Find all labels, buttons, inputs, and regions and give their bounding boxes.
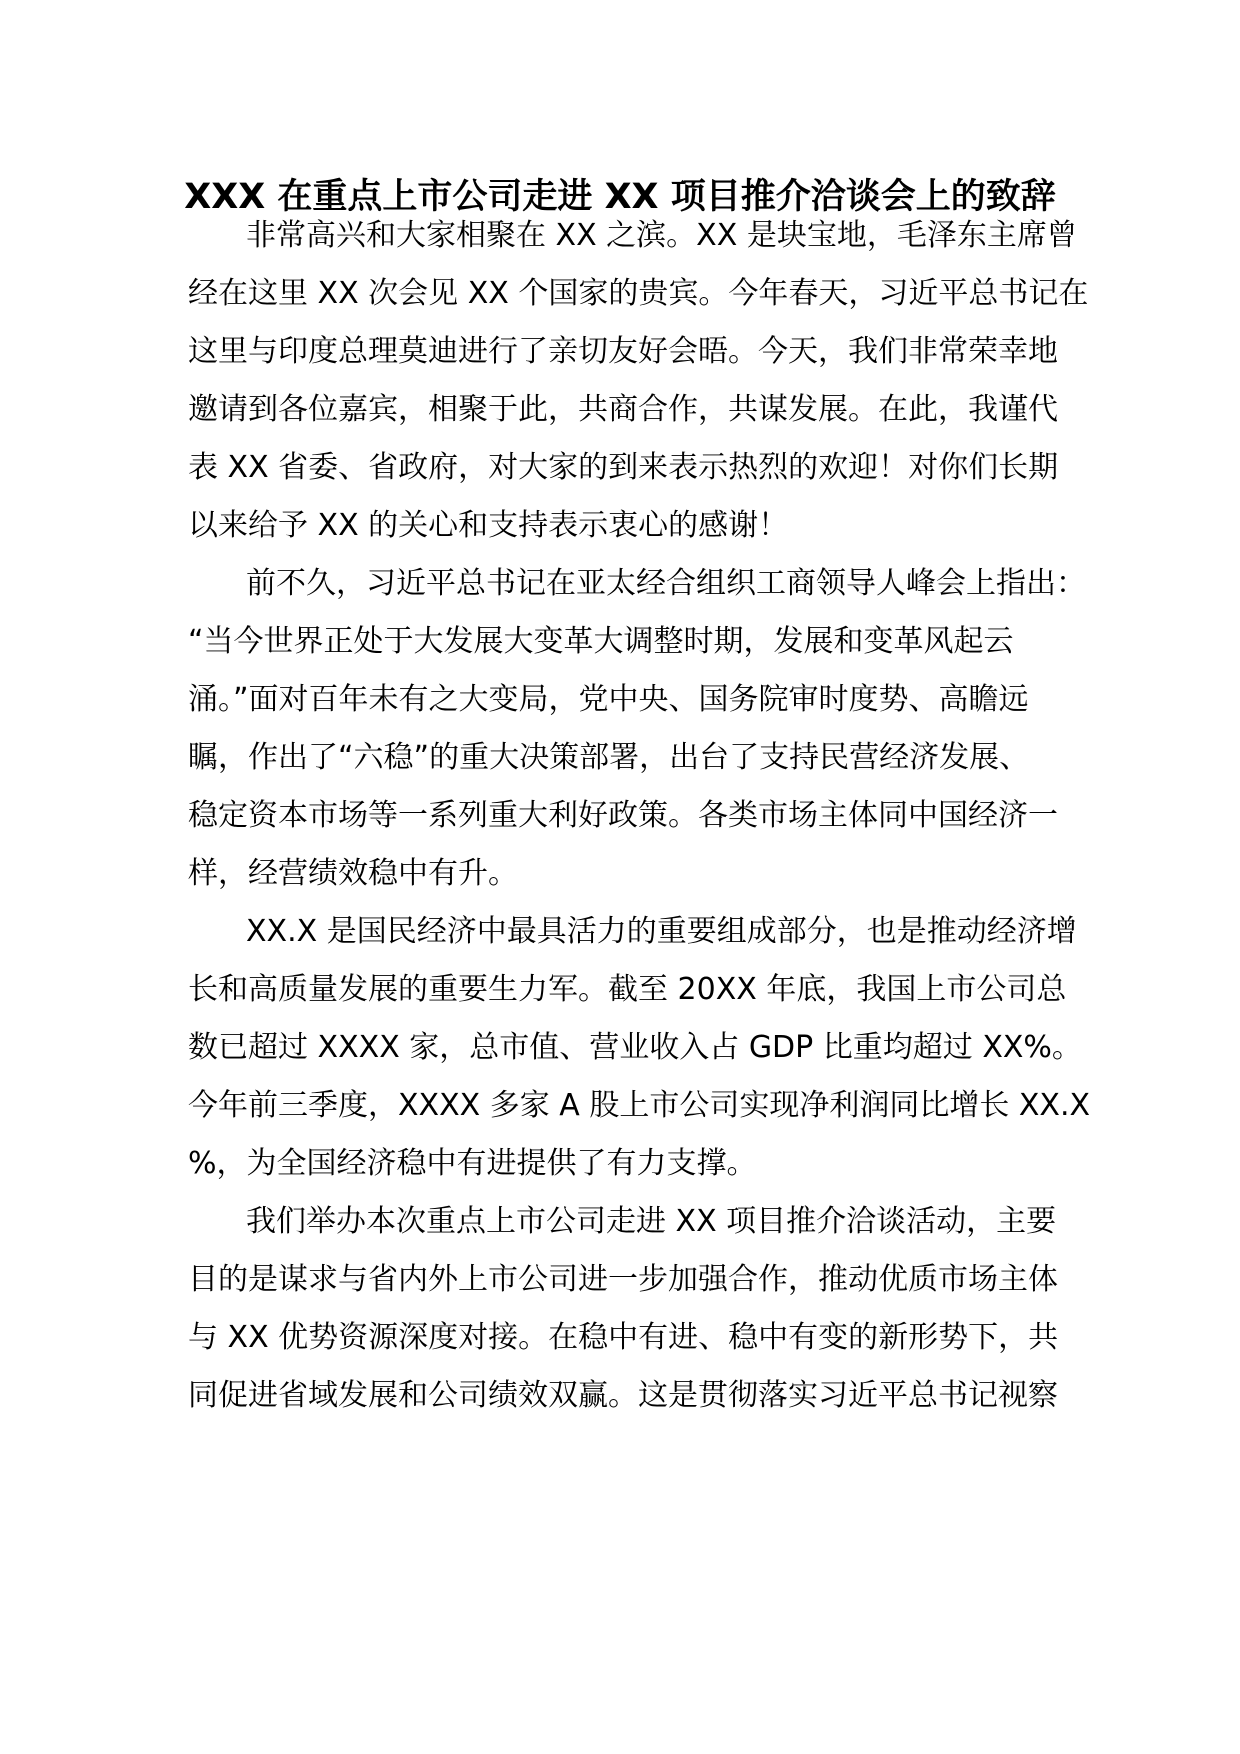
paragraph-2-line-6: 样，经营绩效稳中有升。: [188, 856, 518, 891]
paragraph-3-line-5: %，为全国经济稳中有进提供了有力支撑。: [188, 1146, 757, 1181]
paragraph-4-line-4: 同促进省域发展和公司绩效双赢。这是贯彻落实习近平总书记视察: [188, 1378, 1058, 1413]
paragraph-3-line-4: 今年前三季度，XXXX 多家 A 股上市公司实现净利润同比增长 XX.X: [188, 1088, 1091, 1123]
paragraph-3-line-2: 长和高质量发展的重要生力军。截至 20XX 年底，我国上市公司总: [188, 972, 1067, 1007]
paragraph-1-line-6: 以来给予 XX 的关心和支持表示衷心的感谢！: [188, 508, 789, 543]
paragraph-2-line-1: 前不久，习近平总书记在亚太经合组织工商领导人峰会上指出：: [246, 566, 1086, 601]
paragraph-1-line-1: 非常高兴和大家相聚在 XX 之滨。XX 是块宝地，毛泽东主席曾: [246, 218, 1077, 253]
paragraph-3-line-3: 数已超过 XXXX 家，总市值、营业收入占 GDP 比重均超过 XX%。: [188, 1030, 1082, 1065]
document-title: XXX 在重点上市公司走进 XX 项目推介洽谈会上的致辞: [184, 177, 1056, 217]
paragraph-1-line-4: 邀请到各位嘉宾，相聚于此，共商合作，共谋发展。在此，我谨代: [188, 392, 1058, 427]
paragraph-2-line-5: 稳定资本市场等一系列重大利好政策。各类市场主体同中国经济一: [188, 798, 1058, 833]
paragraph-1-line-5: 表 XX 省委、省政府，对大家的到来表示热烈的欢迎！对你们长期: [188, 450, 1059, 485]
paragraph-1-line-2: 经在这里 XX 次会见 XX 个国家的贵宾。今年春天，习近平总书记在: [188, 276, 1089, 311]
paragraph-3-line-1: XX.X 是国民经济中最具活力的重要组成部分，也是推动经济增: [246, 914, 1077, 949]
paragraph-4-line-1: 我们举办本次重点上市公司走进 XX 项目推介洽谈活动，主要: [246, 1204, 1057, 1239]
paragraph-2-line-2: “当今世界正处于大发展大变革大调整时期，发展和变革风起云: [188, 624, 1014, 659]
paragraph-2-line-4: 瞩，作出了“六稳”的重大决策部署，出台了支持民营经济发展、: [188, 740, 1030, 775]
paragraph-4-line-3: 与 XX 优势资源深度对接。在稳中有进、稳中有变的新形势下，共: [188, 1320, 1059, 1355]
paragraph-1-line-3: 这里与印度总理莫迪进行了亲切友好会晤。今天，我们非常荣幸地: [188, 334, 1058, 369]
paragraph-4-line-2: 目的是谋求与省内外上市公司进一步加强合作，推动优质市场主体: [188, 1262, 1058, 1297]
paragraph-2-line-3: 涌。”面对百年未有之大变局，党中央、国务院审时度势、高瞻远: [188, 682, 1029, 717]
